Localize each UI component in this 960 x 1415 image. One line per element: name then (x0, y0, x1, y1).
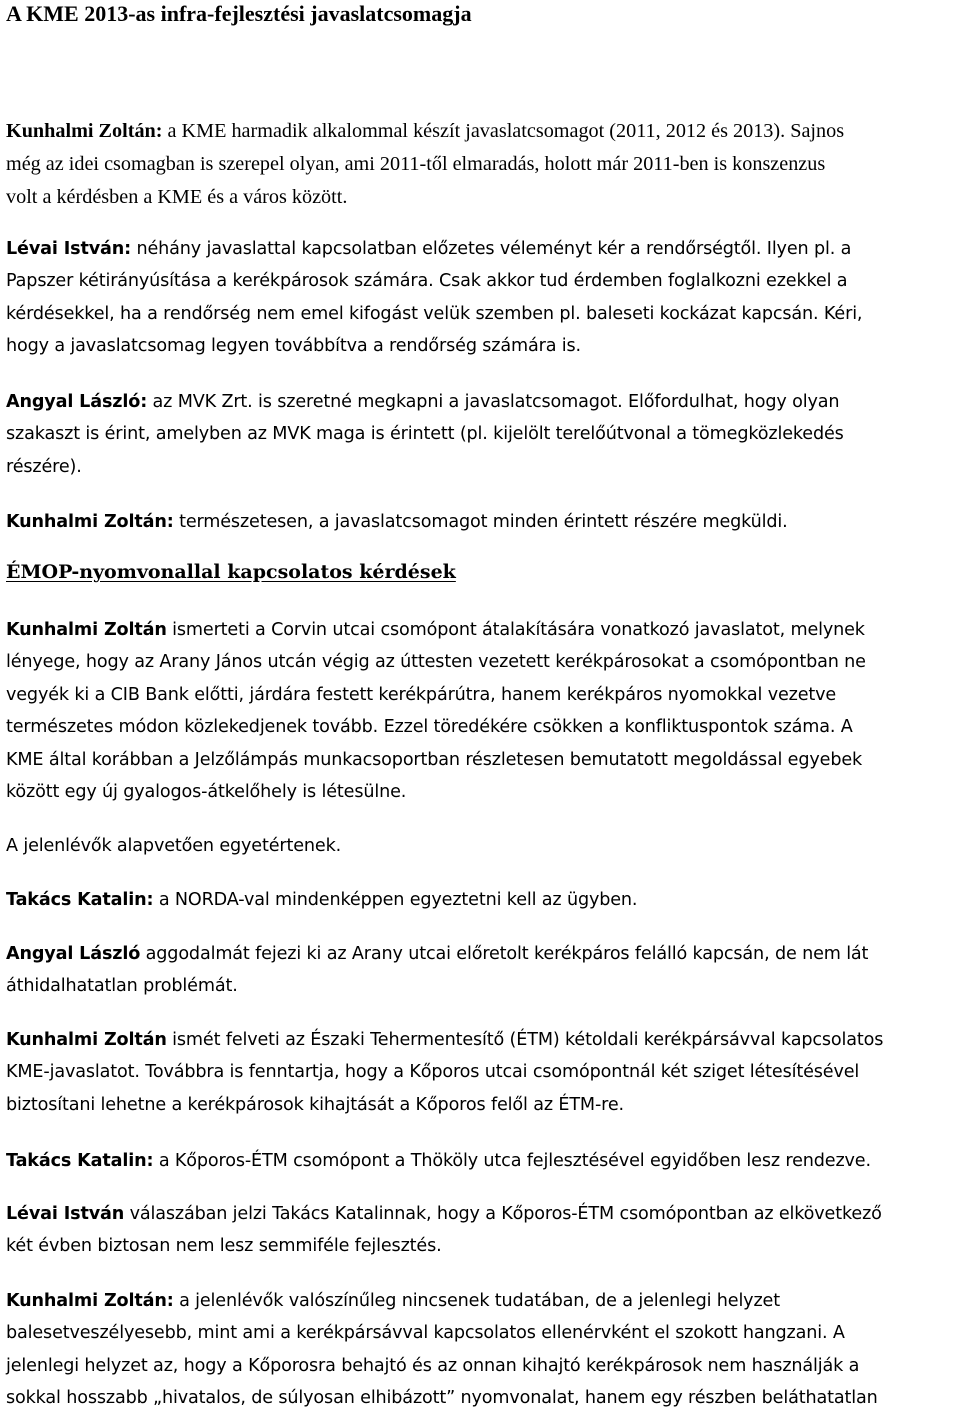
paragraph-text: aggodalmát fejezi ki az Arany utcai előretolt kerékpáros felálló kapcsán, de nem lát (140, 944, 869, 964)
paragraph-text: A jelenlévők alapvetően egyetértenek. (6, 836, 342, 856)
paragraph-text: hogy a javaslatcsomag legyen továbbítva a rendőrség számára is. (6, 336, 581, 357)
paragraph-text: Papszer kétirányúsítása a kerékpárosok számára. Csak akkor tud érdemben foglalkozni ezekkel a (6, 271, 848, 292)
document-title: A KME 2013-as infra-fejlesztési javaslatcsomagja (6, 1, 472, 26)
paragraph-text: még az idei csomagban is szerepel olyan, ami 2011-től elmaradás, holott már 2011-ben is konszenzus (6, 153, 826, 175)
speaker-name: Kunhalmi Zoltán (6, 1030, 167, 1050)
paragraph-text: kérdésekkel, ha a rendőrség nem emel kifogást velük szemben pl. baleseti kockázat kapcsán. Kéri, (6, 303, 863, 324)
speaker-name: Lévai István: (6, 239, 132, 259)
paragraph-text: néhány javaslattal kapcsolatban előzetes véleményt kér a rendőrségtől. Ilyen pl. a (131, 239, 852, 259)
paragraph-kunhalmi-1 (6, 115, 950, 214)
paragraph-text: balesetveszélyesebb, mint ami a kerékpársávval kapcsolatos ellenérvként el szokott hangzani. A (6, 1323, 845, 1344)
paragraph-text: áthidalhatatlan problémát. (6, 976, 238, 997)
paragraph-text: két évben biztosan nem lesz semmiféle fejlesztés. (6, 1236, 442, 1257)
paragraph-text: a jelenlévők valószínűleg nincsenek tudatában, de a jelenlegi helyzet (173, 1291, 780, 1311)
paragraph-kunhalmi-4 (6, 1024, 950, 1121)
paragraph-text: természetesen, a javaslatcsomagot minden érintett részére megküldi. (173, 512, 788, 532)
paragraph-text: ismerteti a Corvin utcai csomópont átalakítására vonatkozó javaslatot, melynek (166, 620, 865, 640)
paragraph-text: válaszában jelzi Takács Katalinnak, hogy a Kőporos-ÉTM csomópontban az elkövetkező (124, 1204, 882, 1224)
paragraph-text: szakaszt is érint, amelyben az MVK maga is érintett (pl. kijelölt terelőútvonal a tömegközlekedés (6, 424, 844, 445)
paragraph-text: természetes módon közlekedjenek tovább. Ezzel töredékére csökken a konfliktuspontok száma. A (6, 717, 853, 738)
paragraph-consensus (6, 830, 950, 862)
speaker-name: Angyal László: (6, 392, 148, 412)
speaker-name: Lévai István (6, 1204, 125, 1224)
speaker-name: Kunhalmi Zoltán: (6, 1291, 174, 1311)
paragraph-text: között egy új gyalogos-átkelőhely is létesülne. (6, 782, 407, 803)
paragraph-text: a NORDA-val mindenképpen egyeztetni kell az ügyben. (153, 890, 638, 910)
speaker-name: Kunhalmi Zoltán: (6, 512, 174, 532)
paragraph-takacs-2 (6, 1145, 950, 1177)
paragraph-takacs-1 (6, 884, 950, 916)
paragraph-text: volt a kérdésben a KME és a város között. (6, 186, 348, 208)
paragraph-text: részére). (6, 456, 82, 477)
section-heading: ÉMOP-nyomvonallal kapcsolatos kérdések (6, 561, 456, 583)
paragraph-text: KME által korábban a Jelzőlámpás munkacsoportban részletesen bemutatott megoldással egyebek (6, 749, 863, 770)
paragraph-text: sokkal hosszabb „hivatalos, de súlyosan elhibázott” nyomvonalat, hanem egy részben beláthatatlan (6, 1388, 878, 1409)
paragraph-kunhalmi-5 (6, 1285, 950, 1415)
paragraph-text: KME-javaslatot. Továbbra is fenntartja, hogy a Kőporos utcai csomópontnál két sziget létesítésével (6, 1062, 860, 1083)
speaker-name: Kunhalmi Zoltán (6, 620, 167, 640)
paragraph-angyal-2 (6, 938, 950, 1003)
paragraph-text: az MVK Zrt. is szeretné megkapni a javaslatcsomagot. Előfordulhat, hogy olyan (147, 392, 840, 412)
paragraph-kunhalmi-2 (6, 506, 950, 538)
speaker-name: Angyal László (6, 944, 141, 964)
paragraph-text: ismét felveti az Északi Tehermentesítő (ÉTM) kétoldali kerékpársávval kapcsolatos (166, 1030, 884, 1050)
speaker-name: Takács Katalin: (6, 1151, 154, 1171)
paragraph-text: biztosítani lehetne a kerékpárosok kihajtását a Kőporos felől az ÉTM-re. (6, 1094, 624, 1115)
paragraph-text: a Kőporos-ÉTM csomópont a Thököly utca fejlesztésével egyidőben lesz rendezve. (153, 1151, 871, 1171)
paragraph-kunhalmi-3 (6, 614, 950, 808)
speaker-name: Kunhalmi Zoltán: (6, 120, 163, 142)
paragraph-angyal-1 (6, 386, 950, 483)
paragraph-levai-2 (6, 1198, 950, 1263)
paragraph-text: vegyék ki a CIB Bank előtti, járdára festett kerékpárútra, hanem kerékpáros nyomokkal vezetve (6, 684, 837, 705)
speaker-name: Takács Katalin: (6, 890, 154, 910)
paragraph-text: lényege, hogy az Arany János utcán végig az úttesten vezetett kerékpárosokat a csomópontban ne (6, 652, 866, 673)
paragraph-text: jelenlegi helyzet az, hogy a Kőporosra behajtó és az onnan kihajtó kerékpárosok nem használják a (6, 1355, 860, 1376)
paragraph-text: a KME harmadik alkalommal készít javaslatcsomagot (2011, 2012 és 2013). Sajnos (162, 120, 845, 142)
paragraph-levai-1 (6, 233, 950, 363)
